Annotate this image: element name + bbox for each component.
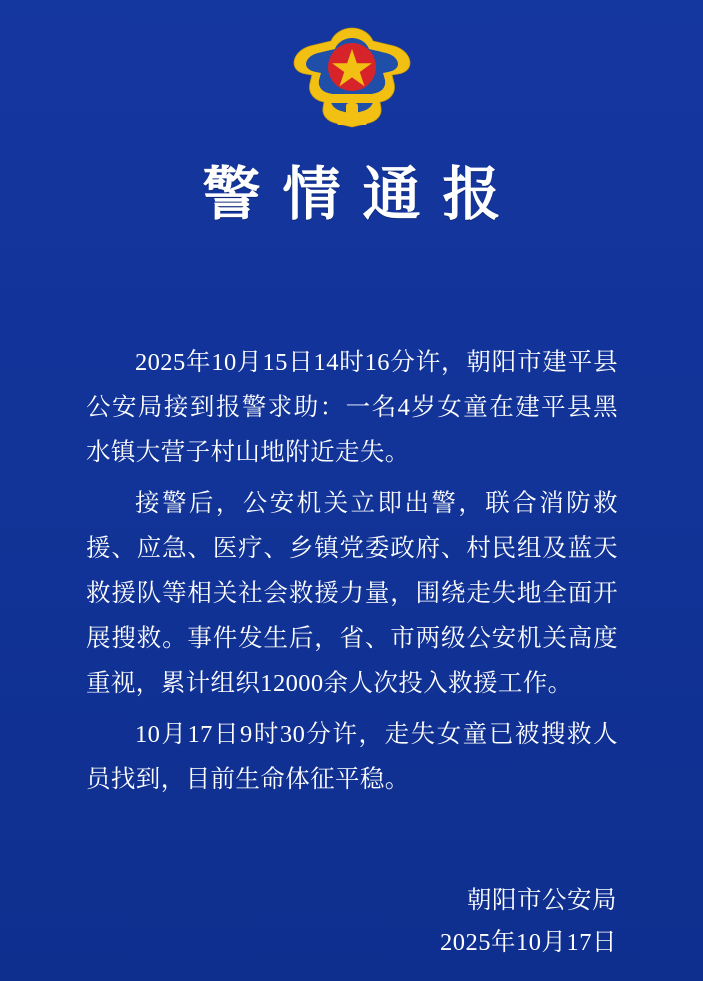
notice-body: [86, 340, 618, 808]
paragraph-1: 2025年10月15日14时16分许，朝阳市建平县公安局接到报警求助：一名4岁女童在建平县黑水镇大营子村山地附近走失。: [86, 349, 618, 466]
china-police-emblem-icon: [290, 22, 414, 140]
signature-date: 2025年10月17日: [440, 929, 617, 956]
paragraph-2: 接警后，公安机关立即出警，联合消防救援、应急、医疗、乡镇党委政府、村民组及蓝天救援队等相关社会救援力量，围绕走失地全面开展搜救。事件发生后，省、市两级公安机关高度重视，累计组织12000余人次投入救援工作。: [86, 490, 618, 697]
emblem-container: [0, 22, 703, 140]
signature-block: [440, 880, 617, 964]
signature-organization: 朝阳市公安局: [467, 887, 617, 914]
page-title: 警情通报: [202, 162, 523, 227]
paragraph-3: 10月17日9时30分许，走失女童已被搜救人员找到，目前生命体征平稳。: [86, 721, 618, 793]
